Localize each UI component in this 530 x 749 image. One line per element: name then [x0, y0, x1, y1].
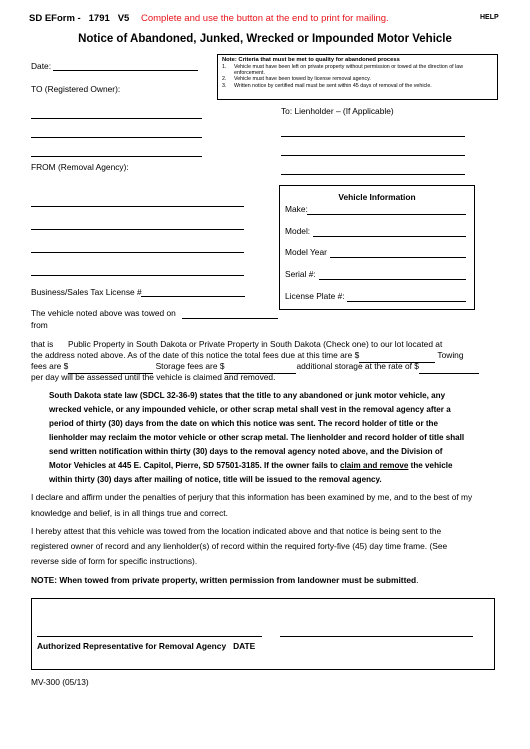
attestation-line: registered owner of record and any lienholder(s) of record within the required forty-five (45) day time frame. (See: [31, 541, 448, 551]
fees-sentence: the address noted above. As of the date of this notice the total fees due at this time are $: [31, 350, 360, 360]
criteria-number: 1.: [222, 64, 227, 70]
criteria-number: 3.: [222, 82, 227, 89]
serial-field[interactable]: [319, 266, 466, 280]
attestation-line: I hereby attest that this vehicle was towed from the location indicated above and that notice is being sent to the: [31, 526, 442, 536]
per-day-text: per day will be assessed until the vehicle is claimed and removed.: [31, 372, 276, 382]
signature-date-field[interactable]: [280, 623, 473, 637]
property-text: Public Property in South Dakota or Private Property in South Dakota (Check one) to our lot located at: [68, 339, 443, 349]
declaration-paragraph: [31, 489, 506, 521]
lienholder-name-field[interactable]: [281, 123, 465, 137]
license-plate-label: License Plate #:: [285, 291, 345, 301]
criteria-text: Vehicle must have been towed by license removal agency.: [234, 76, 371, 83]
attestation-line: reverse side of form for specific instructions).: [31, 556, 198, 566]
from-agency-label: FROM (Removal Agency):: [31, 162, 129, 172]
date-field[interactable]: [53, 57, 198, 71]
declaration-line: I declare and affirm under the penalties of perjury that this information has been examined by me, and to the best of my: [31, 492, 473, 502]
model-year-field[interactable]: [330, 244, 466, 258]
state-law-line: South Dakota state law (SDCL 32-36-9) states that the title to any abandoned or junk motor vehicle, any: [49, 391, 446, 400]
towed-on-label: The vehicle noted above was towed on: [31, 308, 176, 318]
owner-address-field-2[interactable]: [31, 143, 202, 157]
note-text: NOTE: When towed from private property, written permission from landowner must be submitted: [31, 575, 417, 585]
agency-address-field-3[interactable]: [31, 262, 244, 276]
print-instruction: Complete and use the button at the end to print for mailing.: [141, 13, 389, 24]
make-label: Make:: [285, 204, 308, 214]
state-law-paragraph: [49, 389, 501, 487]
daily-rate-field[interactable]: [419, 363, 479, 374]
date-label: Date:: [31, 61, 52, 71]
tax-license-label: Business/Sales Tax License #: [31, 287, 142, 297]
page-title: Notice of Abandoned, Junked, Wrecked or Impounded Motor Vehicle: [78, 33, 452, 45]
state-law-line: period of thirty (30) days from the date on which this notice was sent. The record holder of title or the: [49, 419, 438, 428]
owner-address-field-1[interactable]: [31, 124, 202, 138]
serial-label: Serial #:: [285, 269, 316, 279]
state-law-line: within thirty (30) days after mailing of notice, title will be issued to the removal agency.: [49, 475, 382, 484]
criteria-title: Note: Criteria that must be met to quality for abandoned process: [222, 57, 400, 63]
make-field[interactable]: [307, 201, 466, 215]
criteria-text: Vehicle must have been left on private property without permission or towed at the direction of law enforcement.: [234, 64, 464, 77]
form-number: MV-300 (05/13): [31, 677, 89, 687]
criteria-note-box: [217, 54, 498, 100]
additional-label: additional storage at the rate of $: [296, 361, 419, 371]
state-law-line: lienholder may reclaim the motor vehicle or other scrap metal. The lienholder and record holder of title shall: [49, 433, 465, 442]
that-is-label: that is: [31, 339, 54, 349]
state-law-segment: Motor Vehicles at 445 E. Capitol, Pierre, SD 57501-3185. If the owner fails to: [49, 461, 341, 470]
vehicle-info-title: Vehicle Information: [338, 192, 416, 202]
model-label: Model:: [285, 226, 311, 236]
state-law-line: send written notification within thirty (30) days to the removal agency noted above, and the Division of: [49, 447, 443, 456]
storage-label: Storage fees are $: [155, 361, 225, 371]
license-plate-field[interactable]: [347, 288, 466, 302]
state-law-line: wrecked vehicle, or any impounded vehicle, or other scrap metal shall vest in the removal agency after a: [49, 405, 451, 414]
fees-are-label: fees are $: [31, 361, 69, 371]
claim-remove-underlined: claim and remove: [340, 461, 409, 470]
lienholder-address-field-1[interactable]: [281, 142, 465, 156]
criteria-number: 2.: [222, 76, 227, 83]
help-button[interactable]: HELP: [480, 14, 499, 21]
state-law-line: [49, 459, 501, 473]
state-law-segment: the vehicle: [408, 461, 453, 470]
note-period: .: [416, 575, 419, 585]
attestation-paragraph: [31, 524, 506, 569]
towed-date-field[interactable]: [182, 305, 278, 319]
signature-label: Authorized Representative for Removal Agency DATE: [37, 641, 256, 651]
criteria-item: [222, 83, 493, 89]
to-owner-label: TO (Registered Owner):: [31, 84, 121, 94]
agency-address-field-2[interactable]: [31, 239, 244, 253]
declaration-line: knowledge and belief, is in all things true and correct.: [31, 508, 228, 518]
property-paragraph: [31, 337, 501, 385]
agency-address-field-1[interactable]: [31, 216, 244, 230]
agency-name-field[interactable]: [31, 193, 244, 207]
model-field[interactable]: [313, 223, 466, 237]
model-year-label: Model Year: [285, 247, 327, 257]
towing-label: Towing: [437, 350, 464, 360]
signature-field[interactable]: [37, 623, 262, 637]
landowner-note: [31, 574, 418, 586]
tax-license-field[interactable]: [141, 283, 245, 297]
owner-name-field[interactable]: [31, 105, 202, 119]
from-word: from: [31, 320, 48, 330]
form-id: SD EForm - 1791 V5: [29, 13, 130, 24]
lienholder-address-field-2[interactable]: [281, 161, 465, 175]
criteria-item: [222, 64, 493, 76]
lienholder-label: To: Lienholder – (If Applicable): [281, 106, 394, 116]
criteria-text: Written notice by certified mail must be sent within 45 days of removal of the vehicle.: [234, 82, 432, 89]
